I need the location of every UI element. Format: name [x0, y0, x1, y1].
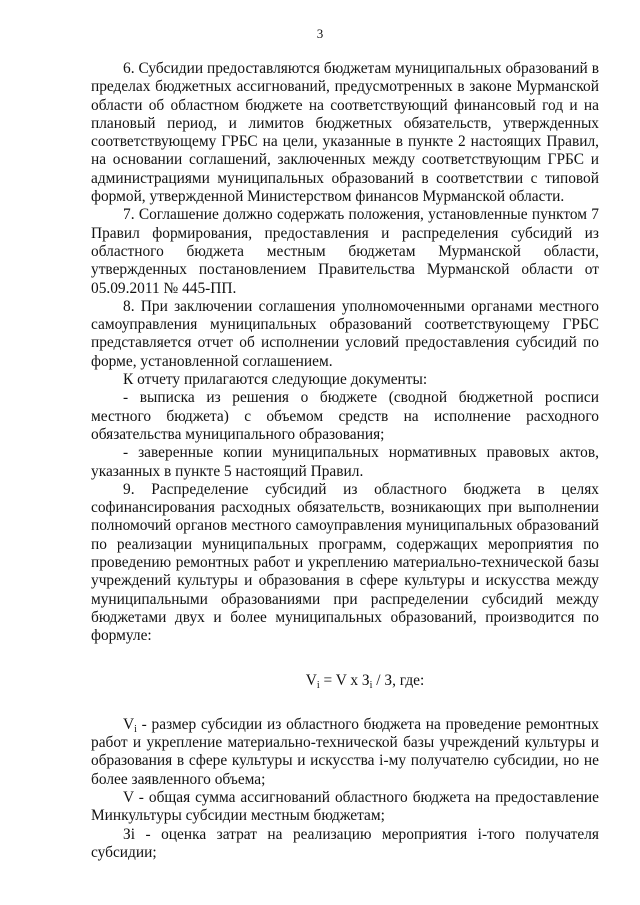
formula-middle: = V x З	[319, 671, 370, 689]
formula-lhs-subscript: i	[316, 679, 320, 691]
page-number: 3	[316, 26, 324, 41]
formula-rhs: / З, где:	[372, 671, 425, 689]
document-item-2: - заверенные копии муниципальных нормативных правовых актов, указанных в пункте 5 настоящий Правил.	[91, 444, 599, 480]
definition-vi-text: - размер субсидии из областного бюджета на проведение ремонтных работ и укрепление материально-технической базы учреждений культуры и образования в сфере культуры и искусства i-му получателю субсидии, но не более заявленного объема;	[91, 715, 599, 788]
definition-vi	[91, 716, 599, 789]
documents-intro: К отчету прилагаются следующие документы:	[123, 371, 428, 389]
definition-zi: Зi - оценка затрат на реализацию мероприятия i-того получателя субсидии;	[91, 825, 599, 861]
paragraph-7: 7. Соглашение должно содержать положения, установленные пунктом 7 Правил формирования, предоставления и распределения субсидий из областного бюджета местным бюджетам Мурманской области, утвержденных постановлением Правительства Мурманской области от 05.09.2011 № 445-ПП.	[91, 206, 599, 297]
paragraph-6: 6. Субсидии предоставляются бюджетам муниципальных образований в пределах бюджетных ассигнований, предусмотренных в законе Мурманской области об областном бюджете на соответствующий финансовый год и на плановый период, и лимитов бюджетных обязательств, утвержденных соответствующему ГРБС на цели, указанные в пункте 2 настоящих Правил, на основании соглашений, заключенных между соответствующим ГРБС и администрациями муниципальных образований в соответствии с типовой формой, утвержденной Министерством финансов Мурманской области.	[91, 60, 599, 206]
subsidy-formula	[91, 672, 599, 690]
definition-v: V - общая сумма ассигнований областного бюджета на предоставление Минкультуры субсидии местным бюджетам;	[91, 788, 599, 825]
formula-lhs: V	[305, 671, 317, 689]
formula-middle-subscript: i	[369, 679, 373, 691]
paragraph-9: 9. Распределение субсидий из областного бюджета в целях софинансирования расходных обязательств, возникающих при выполнении полномочий органов местного самоуправления муниципальных образований по реализации муниципальных программ, содержащих мероприятия по проведению ремонтных работ и укреплению материально-технической базы учреждений культуры и образования в сфере культуры и искусства между муниципальными образованиями при распределении субсидий между бюджетами двух и более муниципальных образований, производится по формуле:	[91, 480, 599, 645]
document-body	[91, 60, 599, 862]
document-item-1: - выписка из решения о бюджете (сводной бюджетной росписи местного бюджета) с объемом средств на исполнение расходного обязательства муниципального образования;	[91, 389, 599, 443]
definition-vi-subscript: i	[134, 723, 137, 735]
paragraph-8: 8. При заключении соглашения уполномоченными органами местного самоуправления муниципальных образований соответствующему ГРБС представляется отчет об исполнении условий предоставления субсидий по форме, установленной соглашением.	[91, 297, 599, 370]
definition-vi-symbol: V	[123, 715, 135, 733]
